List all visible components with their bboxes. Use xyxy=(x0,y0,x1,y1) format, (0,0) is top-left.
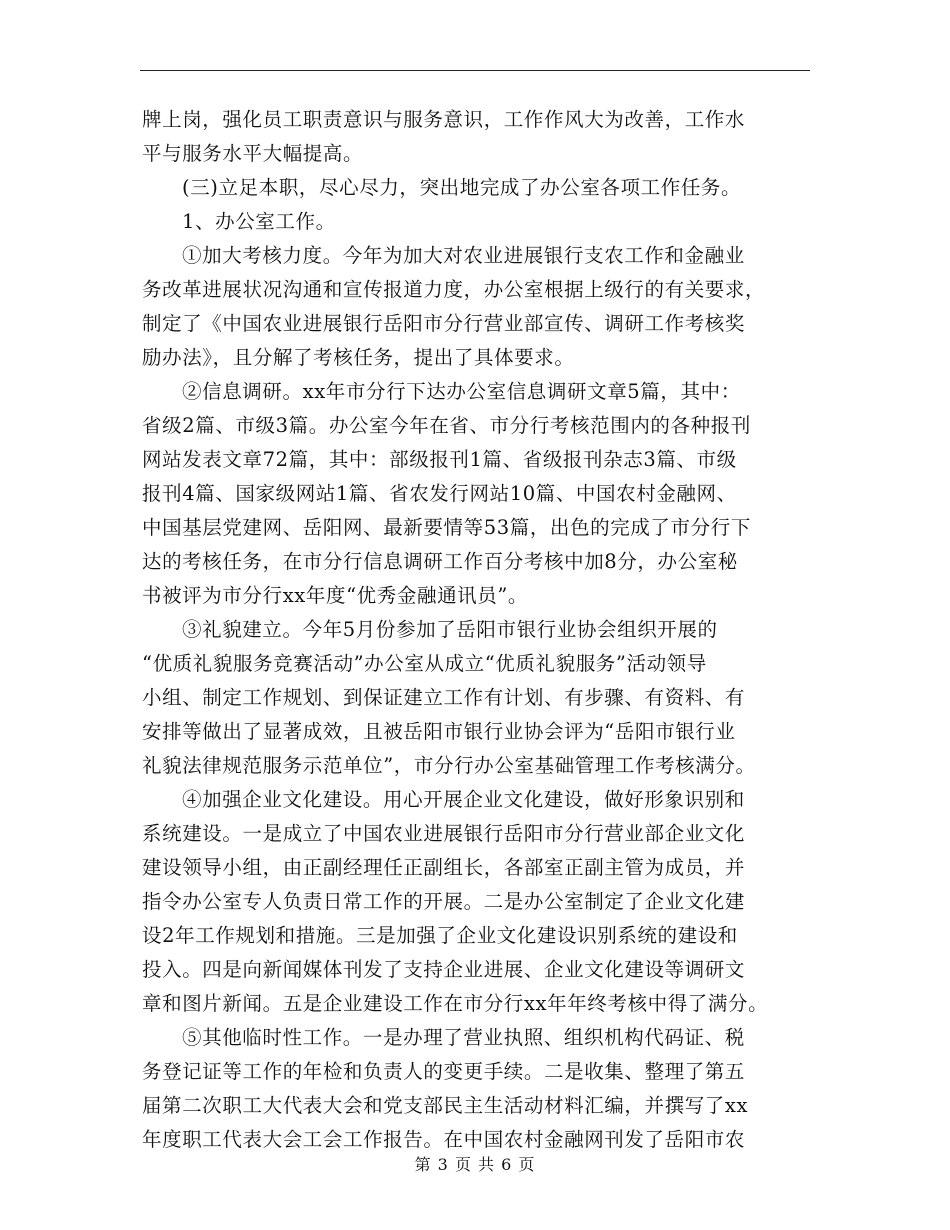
text-line: 平与服务水平大幅提高。 xyxy=(142,142,364,165)
text-line: 礼貌法律规范服务示范单位”，市分行办公室基础管理工作考核满分。 xyxy=(142,754,756,777)
paragraph xyxy=(142,103,812,171)
text-line: ②信息调研。xx年市分行下达办公室信息调研文章5篇，其中： xyxy=(182,380,741,403)
text-line: ④加强企业文化建设。用心开展企业文化建设，做好形象识别和 xyxy=(182,788,745,811)
text-line: 系统建设。一是成立了中国农业进展银行岳阳市分行营业部企业文化 xyxy=(142,822,746,845)
document-body xyxy=(142,103,812,1157)
paragraph xyxy=(142,783,812,1021)
paragraph xyxy=(142,1021,812,1157)
paragraph xyxy=(142,613,812,783)
text-line: 省级2篇、市级3篇。办公室今年在省、市分行考核范围内的各种报刊 xyxy=(142,414,751,437)
text-line: 中国基层党建网、岳阳网、最新要情等53篇，出色的完成了市分行下 xyxy=(142,516,751,539)
text-line: 投入。四是向新闻媒体刊发了支持企业进展、企业文化建设等调研文 xyxy=(142,958,746,981)
text-line: 报刊4篇、国家级网站1篇、省农发行网站10篇、中国农村金融网、 xyxy=(142,482,737,505)
text-line: 年度职工代表大会工会工作报告。在中国农村金融网刊发了岳阳市农 xyxy=(142,1128,746,1151)
text-line: 达的考核任务，在市分行信息调研工作百分考核中加8分，办公室秘 xyxy=(142,550,738,573)
text-line: 指令办公室专人负责日常工作的开展。二是办公室制定了企业文化建 xyxy=(142,890,746,913)
paragraph xyxy=(142,171,812,205)
text-line: 1、办公室工作。 xyxy=(182,210,336,233)
text-line: 牌上岗，强化员工职责意识与服务意识，工作作风大为改善，工作水 xyxy=(142,108,746,131)
text-line: ③礼貌建立。今年5月份参加了岳阳市银行业协会组织开展的 xyxy=(182,618,718,641)
text-line: 务改革进展状况沟通和宣传报道力度，办公室根据上级行的有关要求， xyxy=(142,278,766,301)
text-line: 励办法》，且分解了考核任务，提出了具体要求。 xyxy=(142,346,575,369)
paragraph xyxy=(142,239,812,375)
page-footer xyxy=(0,1152,950,1175)
paragraph xyxy=(142,375,812,613)
text-line: 届第二次职工大代表大会和党支部民主生活动材料汇编，并撰写了xx xyxy=(142,1094,749,1117)
header-rule xyxy=(140,70,810,71)
text-line: “优质礼貌服务竞赛活动”办公室从成立“优质礼貌服务”活动领导 xyxy=(142,652,707,675)
text-line: 建设领导小组，由正副经理任正副组长，各部室正副主管为成员，并 xyxy=(142,856,746,879)
text-line: (三)立足本职，尽心尽力，突出地完成了办公室各项工作任务。 xyxy=(182,176,742,199)
text-line: ⑤其他临时性工作。一是办理了营业执照、组织机构代码证、税 xyxy=(182,1026,745,1049)
text-line: 小组、制定工作规划、到保证建立工作有计划、有步骤、有资料、有 xyxy=(142,686,746,709)
text-line: 安排等做出了显著成效，且被岳阳市银行业协会评为“岳阳市银行业 xyxy=(142,720,736,743)
text-line: 章和图片新闻。五是企业建设工作在市分行xx年年终考核中得了满分。 xyxy=(142,992,769,1015)
page-number: 第 3 页 共 6 页 xyxy=(414,1155,536,1174)
text-line: ①加大考核力度。今年为加大对农业进展银行支农工作和金融业 xyxy=(182,244,745,267)
text-line: 务登记证等工作的年检和负责人的变更手续。二是收集、整理了第五 xyxy=(142,1060,746,1083)
paragraph xyxy=(142,205,812,239)
text-line: 设2年工作规划和措施。三是加强了企业文化建设识别系统的建设和 xyxy=(142,924,738,947)
text-line: 书被评为市分行xx年度“优秀金融通讯员”。 xyxy=(142,584,529,607)
text-line: 网站发表文章72篇，其中：部级报刊1篇、省级报刊杂志3篇、市级 xyxy=(142,448,737,471)
text-line: 制定了《中国农业进展银行岳阳市分行营业部宣传、调研工作考核奖 xyxy=(142,312,746,335)
